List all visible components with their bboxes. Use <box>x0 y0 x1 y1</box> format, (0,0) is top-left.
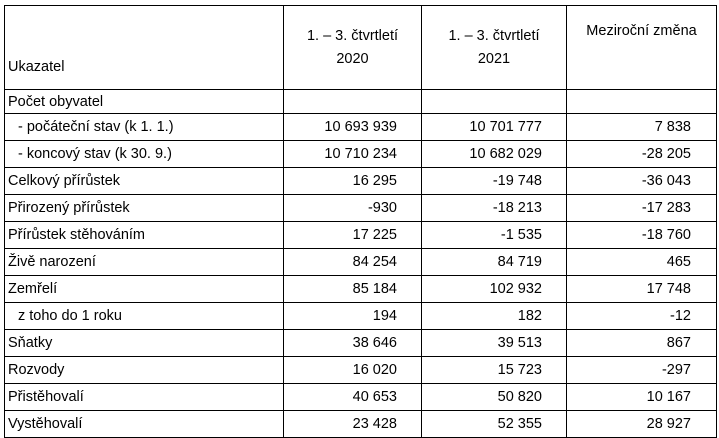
row-label: Sňatky <box>5 330 284 357</box>
cell-2021: -19 748 <box>422 168 567 195</box>
cell-change: 28 927 <box>567 411 717 438</box>
header-2021-year: 2021 <box>477 50 511 67</box>
header-indicator: Ukazatel <box>5 6 284 90</box>
cell-2020: 23 428 <box>284 411 422 438</box>
cell-2020: 40 653 <box>284 384 422 411</box>
cell-2021: 52 355 <box>422 411 567 438</box>
cell-change: 465 <box>567 249 717 276</box>
cell-2020: 38 646 <box>284 330 422 357</box>
cell-2021: 39 513 <box>422 330 567 357</box>
cell-change: 10 167 <box>567 384 717 411</box>
table-row <box>5 330 717 357</box>
cell-change: 17 748 <box>567 276 717 303</box>
header-2020 <box>284 6 422 90</box>
table-row <box>5 276 717 303</box>
cell-2021 <box>422 90 567 114</box>
table-row <box>5 249 717 276</box>
row-label: Celkový přírůstek <box>5 168 284 195</box>
cell-change: 867 <box>567 330 717 357</box>
cell-2021: 84 719 <box>422 249 567 276</box>
row-label: Přirozený přírůstek <box>5 195 284 222</box>
cell-2020: 10 693 939 <box>284 114 422 141</box>
cell-2020: -930 <box>284 195 422 222</box>
cell-2020: 17 225 <box>284 222 422 249</box>
cell-change: -17 283 <box>567 195 717 222</box>
table-row <box>5 141 717 168</box>
header-2021-period: 1. – 3. čtvrtletí <box>448 27 540 44</box>
cell-2020: 85 184 <box>284 276 422 303</box>
cell-change: 7 838 <box>567 114 717 141</box>
cell-change: -28 205 <box>567 141 717 168</box>
cell-2020 <box>284 90 422 114</box>
row-label: Rozvody <box>5 357 284 384</box>
cell-change: -36 043 <box>567 168 717 195</box>
table-row <box>5 168 717 195</box>
cell-2020: 16 295 <box>284 168 422 195</box>
cell-change: -12 <box>567 303 717 330</box>
header-2021 <box>422 6 567 90</box>
table-header-row <box>5 6 717 90</box>
table-row <box>5 411 717 438</box>
cell-2021: 102 932 <box>422 276 567 303</box>
table-row <box>5 384 717 411</box>
table-row <box>5 222 717 249</box>
cell-2021: 10 682 029 <box>422 141 567 168</box>
row-label: Přistěhovalí <box>5 384 284 411</box>
header-2020-period: 1. – 3. čtvrtletí <box>306 27 399 44</box>
cell-2021: 10 701 777 <box>422 114 567 141</box>
cell-change: -297 <box>567 357 717 384</box>
cell-2021: -18 213 <box>422 195 567 222</box>
population-statistics-table <box>4 5 717 438</box>
row-label: Zemřelí <box>5 276 284 303</box>
cell-2021: -1 535 <box>422 222 567 249</box>
cell-2021: 182 <box>422 303 567 330</box>
row-label: Počet obyvatel <box>5 90 284 114</box>
cell-2020: 10 710 234 <box>284 141 422 168</box>
cell-change <box>567 90 717 114</box>
table-row <box>5 357 717 384</box>
table-row <box>5 195 717 222</box>
row-label: Vystěhovalí <box>5 411 284 438</box>
row-label: Přírůstek stěhováním <box>5 222 284 249</box>
cell-2020: 16 020 <box>284 357 422 384</box>
cell-2021: 15 723 <box>422 357 567 384</box>
row-label: - počáteční stav (k 1. 1.) <box>5 114 284 141</box>
header-2020-year: 2020 <box>336 50 369 67</box>
cell-2020: 84 254 <box>284 249 422 276</box>
row-label: Živě narození <box>5 249 284 276</box>
cell-2020: 194 <box>284 303 422 330</box>
cell-2021: 50 820 <box>422 384 567 411</box>
row-label: - koncový stav (k 30. 9.) <box>5 141 284 168</box>
table-row <box>5 90 717 114</box>
row-label: z toho do 1 roku <box>5 303 284 330</box>
table-row <box>5 303 717 330</box>
cell-change: -18 760 <box>567 222 717 249</box>
table-row <box>5 114 717 141</box>
header-yoy-change: Meziroční změna <box>567 6 717 90</box>
